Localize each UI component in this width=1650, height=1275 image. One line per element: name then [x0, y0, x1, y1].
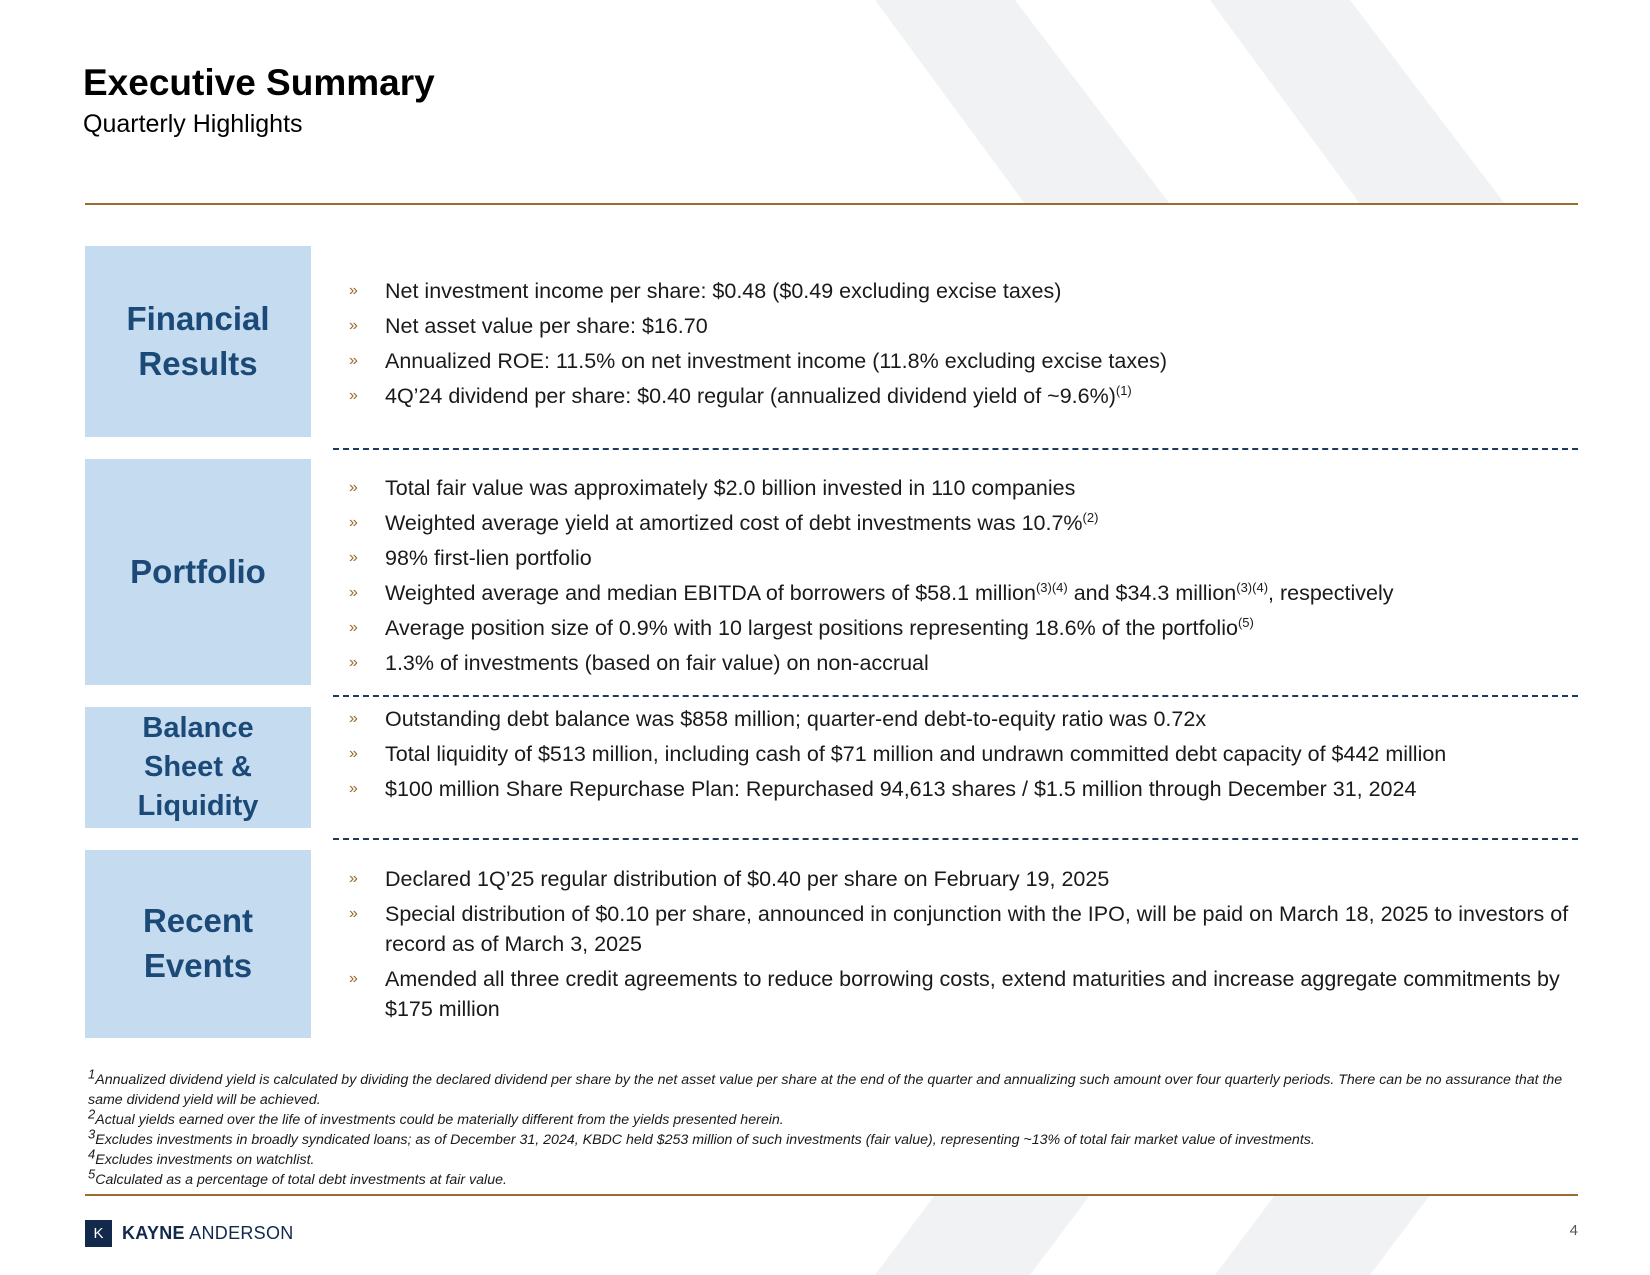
section-divider	[333, 838, 1578, 840]
section-label-portfolio: Portfolio	[85, 459, 311, 685]
recent-events-list	[333, 864, 1578, 1029]
footnotes	[88, 1066, 1568, 1190]
list-item: » Declared 1Q’25 regular distribution of $0.40 per share on February 19, 2025	[349, 867, 1110, 891]
section-label-financial-results: Financial Results	[85, 246, 311, 437]
kayne-anderson-logo: K KAYNE ANDERSON	[85, 1220, 294, 1247]
list-item: » Net investment income per share: $0.48 ($0.49 excluding excise taxes)	[349, 279, 1062, 303]
logo-mark-icon: K	[85, 1220, 112, 1247]
list-item: » $100 million Share Repurchase Plan: Repurchased 94,613 shares / $1.5 million through December 31, 2024	[349, 777, 1417, 801]
footnote: $^2$Actual yields earned over the life of investments could be materially different from the yields presented herein.	[88, 1106, 784, 1128]
list-item: » 4Q’24 dividend per share: $0.40 regular (annualized dividend yield of ~9.6%)$^{(1)}$	[349, 382, 1132, 408]
footnote: $^1$Annualized dividend yield is calculated by dividing the declared dividend per share by the net asset value per share at the end of the quarter and annualizing such amount over four quarterly periods. There can be no assurance that the same dividend yield will be achieved.	[88, 1066, 1563, 1108]
bottom-divider	[85, 1194, 1578, 1196]
portfolio-list	[333, 473, 1578, 683]
list-item: » Total fair value was approximately $2.0 billion invested in 110 companies	[349, 476, 1076, 500]
list-item: » Special distribution of $0.10 per share, announced in conjunction with the IPO, will be paid on March 18, 2025 to investors of record as of March 3, 2025	[349, 902, 1569, 956]
list-item: » Total liquidity of $513 million, including cash of $71 million and undrawn committed debt capacity of $442 million	[349, 742, 1447, 766]
financial-results-list	[333, 276, 1578, 416]
section-divider	[333, 448, 1578, 450]
footnote: $^3$Excludes investments in broadly syndicated loans; as of December 31, 2024, KBDC held $253 million of such investments (fair value), representing ~13% of total fair market value of investments.	[88, 1126, 1315, 1148]
section-divider	[333, 695, 1578, 697]
list-item: » Average position size of 0.9% with 10 largest positions representing 18.6% of the portfolio$^{(5)}$	[349, 614, 1254, 640]
list-item: » Weighted average and median EBITDA of borrowers of $58.1 million$^{(3)(4)}$ and $34.3 million$^{(3)(4)}$, respectively	[349, 579, 1394, 605]
page-number: 4	[1569, 1222, 1578, 1239]
list-item: » Amended all three credit agreements to reduce borrowing costs, extend maturities and increase aggregate commitments by $175 million	[349, 967, 1560, 1021]
section-label-balance-sheet: Balance Sheet & Liquidity	[85, 707, 311, 828]
footnote: $^4$Excludes investments on watchlist.	[88, 1146, 315, 1168]
balance-sheet-list	[333, 704, 1578, 809]
list-item: » Net asset value per share: $16.70	[349, 314, 708, 338]
list-item: » Annualized ROE: 11.5% on net investment income (11.8% excluding excise taxes)	[349, 349, 1167, 373]
list-item: » Outstanding debt balance was $858 million; quarter-end debt-to-equity ratio was 0.72x	[349, 707, 1207, 731]
list-item: » Weighted average yield at amortized cost of debt investments was 10.7%$^{(2)}$	[349, 509, 1099, 535]
list-item: » 1.3% of investments (based on fair value) on non-accrual	[349, 651, 929, 675]
top-divider	[85, 203, 1578, 205]
page-title: Executive Summary	[83, 62, 435, 103]
list-item: » 98% first-lien portfolio	[349, 546, 592, 570]
footnote: $^5$Calculated as a percentage of total debt investments at fair value.	[88, 1166, 507, 1188]
page-subtitle: Quarterly Highlights	[83, 110, 303, 138]
section-label-recent-events: Recent Events	[85, 850, 311, 1038]
